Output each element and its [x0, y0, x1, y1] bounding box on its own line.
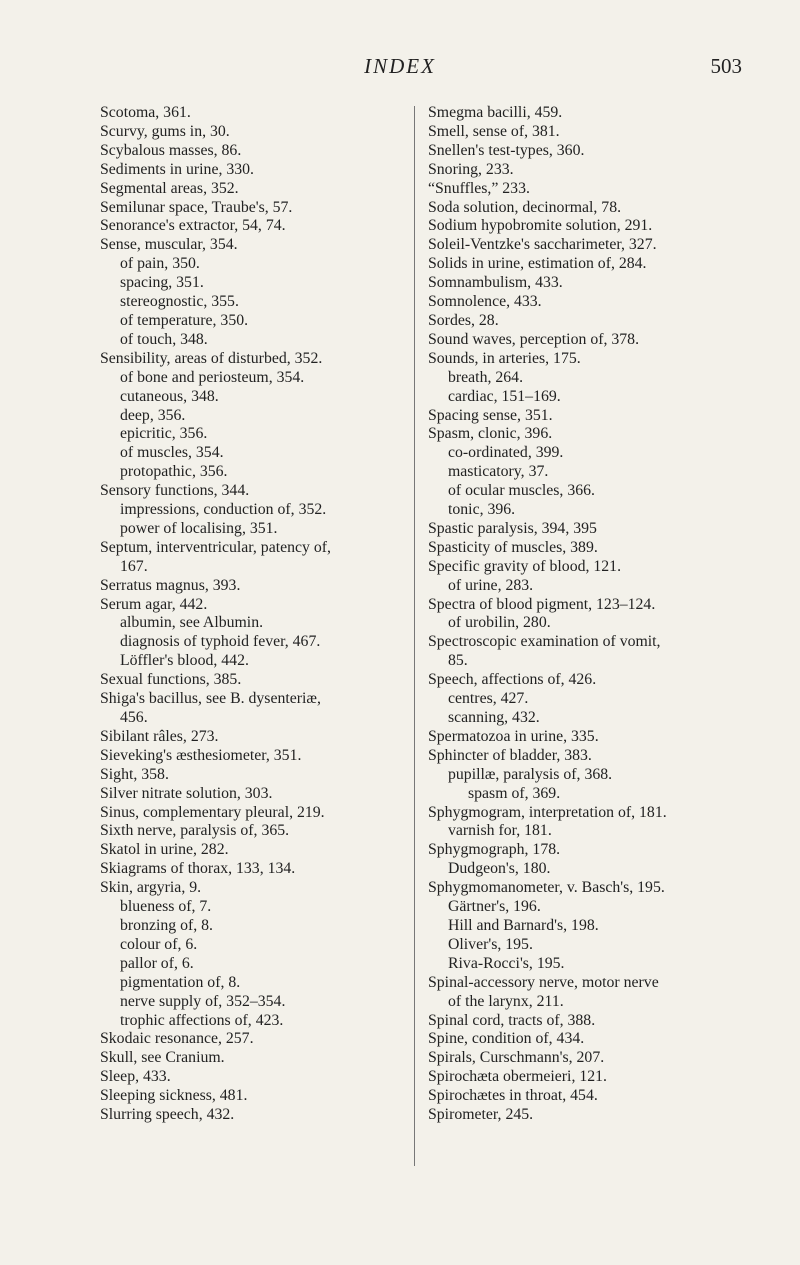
- index-entry: Smell, sense of, 381.: [428, 122, 560, 140]
- index-entry: of bone and periosteum, 354.: [120, 368, 305, 386]
- index-entry: Silver nitrate solution, 303.: [100, 784, 273, 802]
- index-entry: Sediments in urine, 330.: [100, 160, 255, 178]
- index-entry: of temperature, 350.: [120, 311, 249, 329]
- index-entry: 167.: [120, 557, 148, 575]
- index-entry: Specific gravity of blood, 121.: [428, 557, 622, 575]
- index-entry: pallor of, 6.: [120, 954, 194, 972]
- index-entry: of ocular muscles, 366.: [448, 482, 595, 500]
- index-entry: Spinal-accessory nerve, motor nerve: [428, 973, 659, 991]
- index-entry: of pain, 350.: [120, 255, 200, 273]
- index-entry: Sense, muscular, 354.: [100, 236, 238, 254]
- index-entry: Spinal cord, tracts of, 388.: [428, 1011, 596, 1029]
- index-entry: of urobilin, 280.: [448, 614, 551, 632]
- index-entry: trophic affections of, 423.: [120, 1011, 284, 1029]
- index-entry: of touch, 348.: [120, 330, 208, 348]
- index-entry: Somnambulism, 433.: [428, 274, 563, 292]
- index-entry: Sexual functions, 385.: [100, 671, 242, 689]
- index-entry: Sound waves, perception of, 378.: [428, 330, 640, 348]
- index-entry: Slurring speech, 432.: [100, 1106, 235, 1124]
- index-entry: Spirometer, 245.: [428, 1106, 534, 1124]
- index-entry: power of localising, 351.: [120, 519, 278, 537]
- page-header: [0, 50, 800, 80]
- index-column-left: [100, 104, 410, 1125]
- index-entry: Sensibility, areas of disturbed, 352.: [100, 349, 323, 367]
- index-entry: Spectroscopic examination of vomit,: [428, 633, 661, 651]
- index-entry: Sight, 358.: [100, 765, 169, 783]
- index-entry: masticatory, 37.: [448, 463, 549, 481]
- index-entry: Spirochæta obermeieri, 121.: [428, 1068, 607, 1086]
- index-entry: Scurvy, gums in, 30.: [100, 122, 230, 140]
- index-entry: diagnosis of typhoid fever, 467.: [120, 633, 321, 651]
- index-entry: breath, 264.: [448, 368, 524, 386]
- index-entry: bronzing of, 8.: [120, 916, 214, 934]
- index-entry: Dudgeon's, 180.: [448, 860, 551, 878]
- index-entry: of muscles, 354.: [120, 444, 224, 462]
- index-entry: tonic, 396.: [448, 501, 516, 519]
- column-divider: [414, 106, 415, 1166]
- index-entry: Smegma bacilli, 459.: [428, 104, 563, 121]
- index-entry: Riva-Rocci's, 195.: [448, 954, 565, 972]
- index-column-right: [428, 104, 758, 1125]
- index-entry: Scybalous masses, 86.: [100, 141, 242, 159]
- index-entry: Sphygmogram, interpretation of, 181.: [428, 803, 667, 821]
- index-entry: Serratus magnus, 393.: [100, 576, 241, 594]
- index-entry: albumin, see Albumin.: [120, 614, 264, 632]
- index-entry: Skull, see Cranium.: [100, 1049, 225, 1067]
- index-entry: Snoring, 233.: [428, 160, 514, 178]
- index-entry: Sixth nerve, paralysis of, 365.: [100, 822, 290, 840]
- index-entry: centres, 427.: [448, 690, 529, 708]
- index-entry: Skin, argyria, 9.: [100, 879, 202, 897]
- index-entry: Spirochætes in throat, 454.: [428, 1087, 598, 1105]
- index-entry: Segmental areas, 352.: [100, 179, 239, 197]
- index-entry: protopathic, 356.: [120, 463, 228, 481]
- index-entry: Snellen's test-types, 360.: [428, 141, 585, 159]
- index-entry: Semilunar space, Traube's, 57.: [100, 198, 293, 216]
- index-entry: Sinus, complementary pleural, 219.: [100, 803, 325, 821]
- index-entry: Sleep, 433.: [100, 1068, 171, 1086]
- index-entry: Skodaic resonance, 257.: [100, 1030, 254, 1048]
- index-entry: Sphygmograph, 178.: [428, 841, 561, 859]
- index-entry: Somnolence, 433.: [428, 293, 542, 311]
- index-entry: 85.: [448, 652, 468, 670]
- index-entry: Sordes, 28.: [428, 311, 499, 329]
- index-entry: Spectra of blood pigment, 123–124.: [428, 595, 656, 613]
- index-entry: Sphygmomanometer, v. Basch's, 195.: [428, 879, 665, 897]
- index-entry: stereognostic, 355.: [120, 293, 239, 311]
- index-entry: Spirals, Curschmann's, 207.: [428, 1049, 605, 1067]
- index-entry: colour of, 6.: [120, 935, 198, 953]
- index-entry: Sieveking's æsthesiometer, 351.: [100, 746, 302, 764]
- index-entry: Löffler's blood, 442.: [120, 652, 249, 670]
- index-entry: spasm of, 369.: [468, 784, 561, 802]
- index-entry: Speech, affections of, 426.: [428, 671, 597, 689]
- index-entry: Solids in urine, estimation of, 284.: [428, 255, 647, 273]
- index-entry: of the larynx, 211.: [448, 992, 564, 1010]
- index-entry: pupillæ, paralysis of, 368.: [448, 765, 613, 783]
- index-entry: Skiagrams of thorax, 133, 134.: [100, 860, 296, 878]
- index-entry: spacing, 351.: [120, 274, 204, 292]
- index-entry: of urine, 283.: [448, 576, 534, 594]
- index-entry: impressions, conduction of, 352.: [120, 501, 327, 519]
- index-entry: Soleil-Ventzke's saccharimeter, 327.: [428, 236, 657, 254]
- index-entry: Spastic paralysis, 394, 395: [428, 519, 597, 537]
- index-entry: Senorance's extractor, 54, 74.: [100, 217, 286, 235]
- index-entry: deep, 356.: [120, 406, 186, 424]
- index-entry: Sodium hypobromite solution, 291.: [428, 217, 653, 235]
- index-entry: Spacing sense, 351.: [428, 406, 553, 424]
- index-entry: Gärtner's, 196.: [448, 898, 541, 916]
- index-entry: epicritic, 356.: [120, 425, 208, 443]
- index-entry: cardiac, 151–169.: [448, 387, 561, 405]
- index-entry: 456.: [120, 709, 148, 726]
- index-entry: Oliver's, 195.: [448, 935, 533, 953]
- index-entry: varnish for, 181.: [448, 822, 552, 840]
- index-entry: Soda solution, decinormal, 78.: [428, 198, 622, 216]
- index-entry: Sensory functions, 344.: [100, 482, 250, 500]
- index-entry: nerve supply of, 352–354.: [120, 992, 286, 1010]
- index-entry: co-ordinated, 399.: [448, 444, 564, 462]
- index-entry: Sounds, in arteries, 175.: [428, 349, 581, 367]
- index-entry: Serum agar, 442.: [100, 595, 208, 613]
- index-entry: Sphincter of bladder, 383.: [428, 746, 592, 764]
- index-entry: Spasm, clonic, 396.: [428, 425, 553, 443]
- index-entry: cutaneous, 348.: [120, 387, 219, 405]
- index-entry: Sibilant râles, 273.: [100, 727, 219, 745]
- index-entry: Spermatozoa in urine, 335.: [428, 727, 599, 745]
- index-entry: “Snuffles,” 233.: [428, 179, 530, 197]
- index-entry: Spine, condition of, 434.: [428, 1030, 585, 1048]
- index-entry: scanning, 432.: [448, 709, 540, 726]
- index-entry: pigmentation of, 8.: [120, 973, 241, 991]
- index-entry: Scotoma, 361.: [100, 104, 191, 121]
- index-entry: Sleeping sickness, 481.: [100, 1087, 248, 1105]
- index-entry: Shiga's bacillus, see B. dysenteriæ,: [100, 690, 321, 708]
- index-entry: Hill and Barnard's, 198.: [448, 916, 599, 934]
- page-title: INDEX: [364, 54, 436, 78]
- index-entry: Skatol in urine, 282.: [100, 841, 229, 859]
- index-entry: Septum, interventricular, patency of,: [100, 538, 331, 556]
- index-entry: Spasticity of muscles, 389.: [428, 538, 598, 556]
- page-number: 503: [710, 54, 742, 78]
- index-entry: blueness of, 7.: [120, 898, 212, 916]
